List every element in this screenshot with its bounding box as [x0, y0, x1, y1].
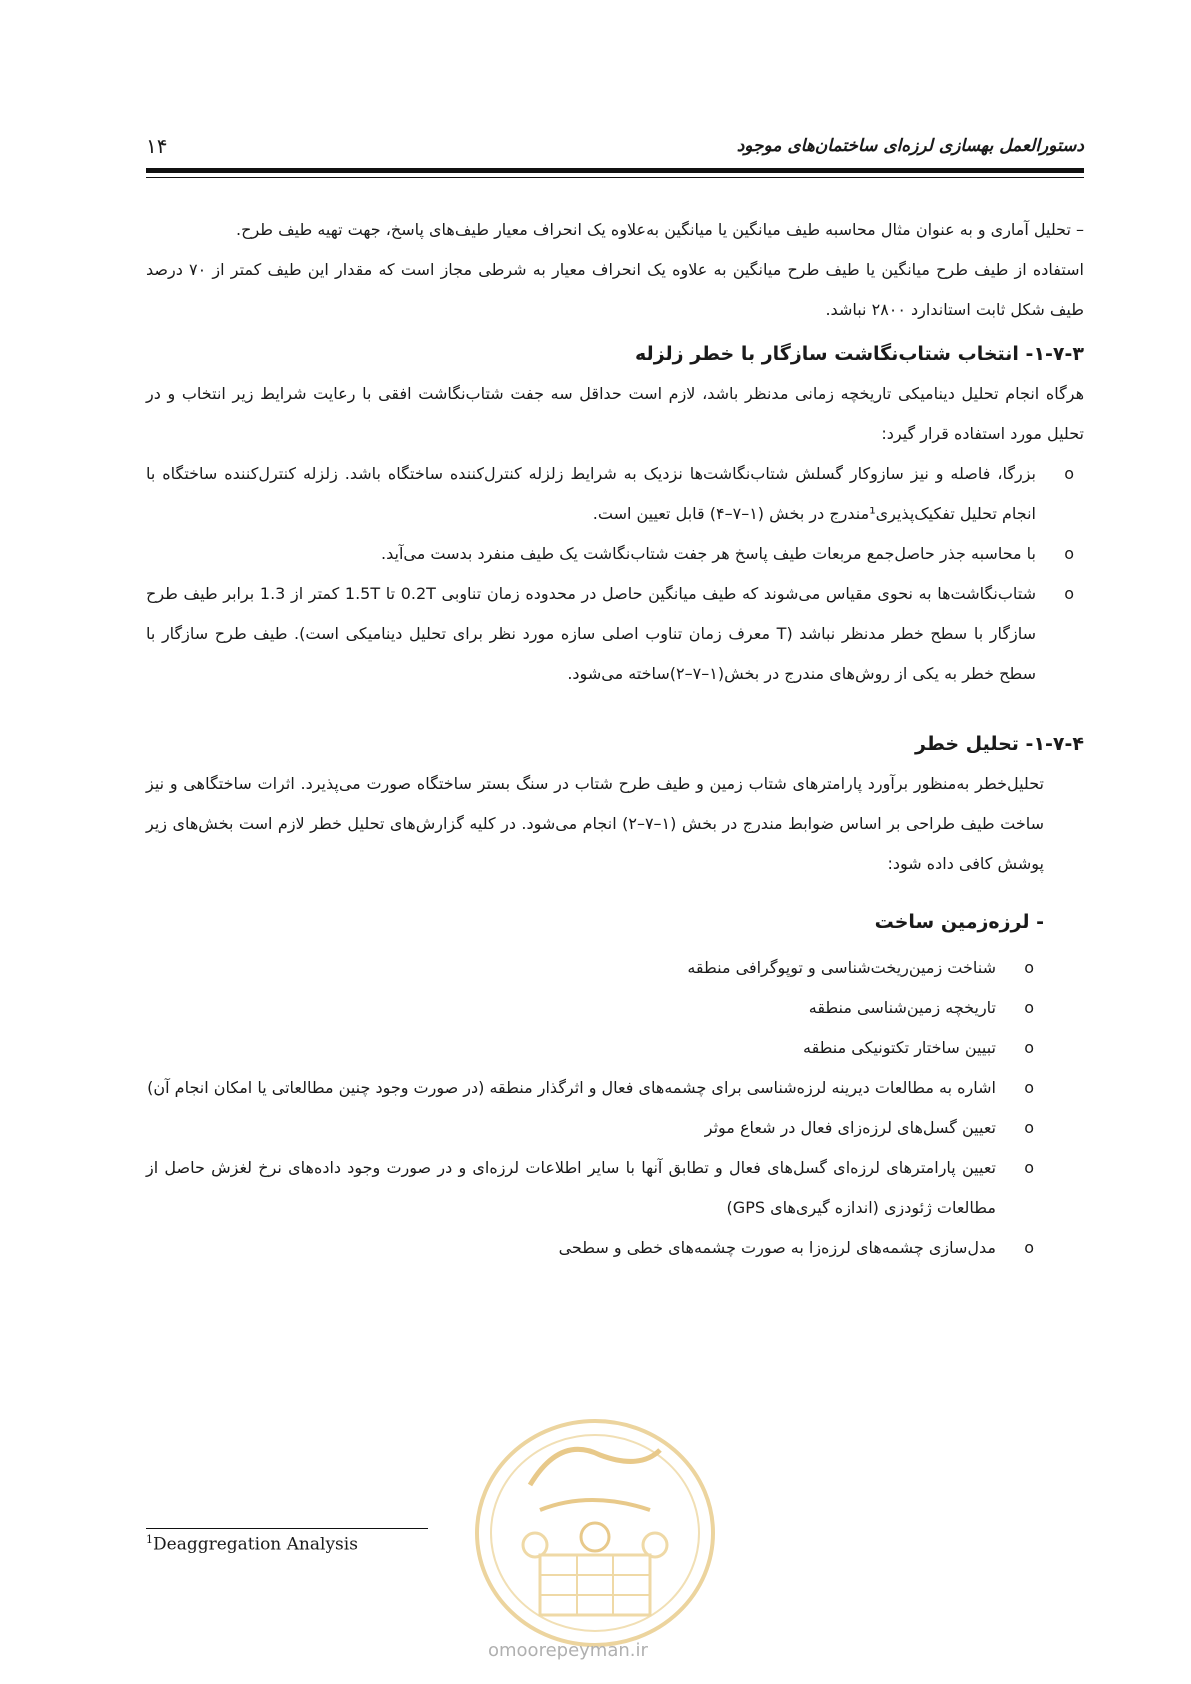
list-item: o اشاره به مطالعات دیرینه لرزه‌شناسی برای چشمه‌های فعال و اثرگذار منطقه (در صورت وجود چنین مطالعاتی یا امکان انجام آن)	[146, 1068, 1084, 1108]
list-item: o با محاسبه جذر حاصل‌جمع مربعات طیف پاسخ هر جفت شتاب‌نگاشت یک طیف منفرد بدست می‌آید.	[146, 534, 1084, 574]
bullet-circle-icon: o	[1064, 464, 1074, 483]
bullet-circle-icon: o	[1024, 1238, 1034, 1257]
intro-paragraph-1: – تحلیل آماری و به عنوان مثال محاسبه طیف میانگین یا میانگین به‌علاوه یک انحراف معیار طیف‌های پاسخ، جهت تهیه طیف طرح.	[236, 220, 1084, 239]
watermark-text: omoorepeyman.ir	[488, 1640, 648, 1661]
bullet-circle-icon: o	[1024, 998, 1034, 1017]
list-item: o تاریخچه زمین‌شناسی منطقه	[146, 988, 1084, 1028]
page-header	[146, 128, 1084, 168]
bullet-circle-icon: o	[1024, 958, 1034, 977]
section-4-heading: ۱-۷-۴- تحلیل خطر	[915, 733, 1084, 755]
list-item: o تعیین گسل‌های لرزه‌زای فعال در شعاع موثر	[146, 1108, 1084, 1148]
bullet-circle-icon: o	[1024, 1158, 1034, 1177]
section-4-bullet-list	[146, 948, 1084, 1268]
page-number: ۱۴	[146, 134, 168, 158]
website-watermark	[488, 1640, 648, 1661]
bullet-circle-icon: o	[1024, 1038, 1034, 1057]
section-4-paragraph: تحلیل‌خطر به‌منظور برآورد پارامترهای شتاب زمین و طیف طرح شتاب در سنگ بستر ساختگاه صورت می‌پذیرد. اثرات ساختگاهی و نیز ساخت طیف طراحی بر اساس ضوابط مندرج در بخش (۱–۷–۲) انجام می‌شود. در کلیه گزارش‌های تحلیل خطر لازم است بخش‌های زیر پوشش کافی داده شود:	[146, 774, 1044, 873]
header-rule-thin	[146, 177, 1084, 178]
bullet-circle-icon: o	[1064, 584, 1074, 603]
section-3-bullet-list	[146, 454, 1084, 694]
footnote	[146, 1533, 358, 1555]
section-3-paragraph: هرگاه انجام تحلیل دینامیکی تاریخچه زمانی مدنظر باشد، لازم است حداقل سه جفت شتاب‌نگاشت افقی با رعایت شرایط زیر انتخاب و در تحلیل مورد استفاده قرار گیرد:	[146, 384, 1084, 443]
footnote-rule	[146, 1528, 428, 1529]
intro-paragraph-2: استفاده از طیف طرح میانگین یا طیف طرح میانگین به علاوه یک انحراف معیار به شرطی مجاز است که مقدار این طیف کمتر از ۷۰ درصد طیف شکل ثابت استاندارد ۲۸۰۰ نباشد.	[146, 260, 1085, 319]
body-content	[146, 210, 1084, 1268]
list-item: o تبیین ساختار تکتونیکی منطقه	[146, 1028, 1084, 1068]
footnote-marker: 1	[146, 1533, 153, 1546]
bullet-circle-icon: o	[1024, 1078, 1034, 1097]
footnote-text: Deaggregation Analysis	[153, 1534, 358, 1555]
bullet-circle-icon: o	[1064, 544, 1074, 563]
seismotectonics-subheading: - لرزه‌زمین ساخت	[874, 911, 1044, 933]
list-item: o تعیین پارامترهای لرزه‌ای گسل‌های فعال و تطابق آنها با سایر اطلاعات لرزه‌ای و در صورت وجود داده‌های نرخ لغزش حاصل از مطالعات ژئودزی (اندازه گیری‌های GPS)	[146, 1148, 1084, 1228]
list-item: o مدل‌سازی چشمه‌های لرزه‌زا به صورت چشمه‌های خطی و سطحی	[146, 1228, 1084, 1268]
bullet-circle-icon: o	[1024, 1118, 1034, 1137]
list-item: o شتاب‌نگاشت‌ها به نحوی مقیاس می‌شوند که طیف میانگین حاصل در محدوده زمان تناوبی 0.2T تا 1.5T کمتر از 1.3 برابر طیف طرح سازگار با سطح خطر مدنظر نباشد (T معرف زمان تناوب اصلی سازه مورد نظر برای تحلیل دینامیکی است). طیف طرح سازگار با سطح خطر به یکی از روش‌های مندرج در بخش(۱–۷–۲)ساخته می‌شود.	[146, 574, 1084, 694]
list-item: o شناخت زمین‌ریخت‌شناسی و توپوگرافی منطقه	[146, 948, 1084, 988]
list-item: o بزرگا، فاصله و نیز سازوکار گسلش شتاب‌نگاشت‌ها نزدیک به شرایط زلزله کنترل‌کننده ساختگاه باشد. زلزله کنترل‌کننده ساختگاه با انجام تحلیل تفکیک‌پذیری¹مندرج در بخش (۱–۷–۴) قابل تعیین است.	[146, 454, 1084, 534]
publisher-stamp-logo	[470, 1415, 720, 1655]
section-3-heading: ۱-۷-۳- انتخاب شتاب‌نگاشت سازگار با خطر زلزله	[635, 343, 1084, 365]
header-rule-thick	[146, 168, 1084, 173]
running-title: دستورالعمل بهسازی لرزه‌ای ساختمان‌های موجود	[736, 136, 1084, 156]
